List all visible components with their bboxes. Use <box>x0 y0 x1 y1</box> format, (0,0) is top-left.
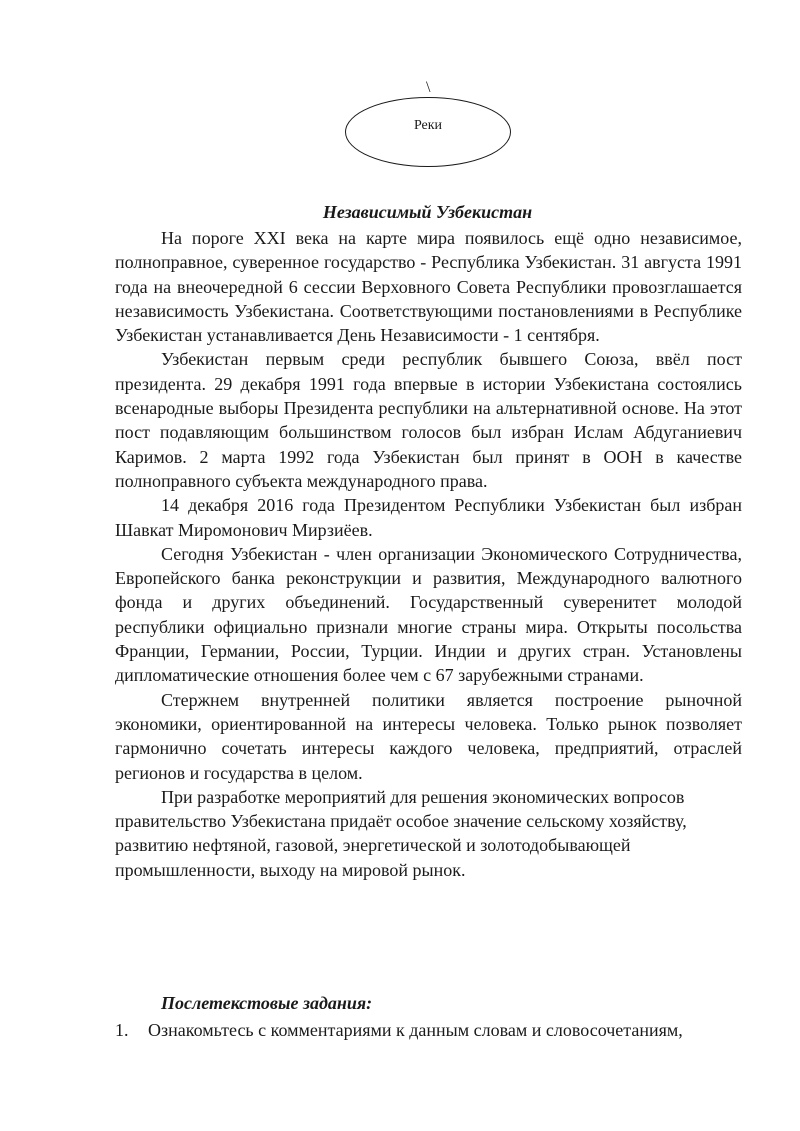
document-body <box>115 226 742 882</box>
diagram-connector-mark: \ <box>426 79 431 96</box>
task-item <box>115 1018 745 1042</box>
task-text: Ознакомьтесь с комментариями к данным словам и словосочетаниям, <box>148 1020 683 1040</box>
diagram-node-label: Реки <box>413 118 443 133</box>
diagram-oval-node <box>345 97 511 167</box>
paragraph-economy: При разработке мероприятий для решения экономических вопросов правительство Узбекистана придаёт особое значение сельскому хозяйству, развитию нефтяной, газовой, энергетической и золотодобывающей промышленности, выходу на мировой рынок. <box>115 786 687 880</box>
paragraph-president: Узбекистан первым среди республик бывшего Союза, ввёл пост президента. 29 декабря 1991 года впервые в истории Узбекистана состоялись всенародные выборы Президента республики на альтернативной основе. На этот пост подавляющим большинством голосов был избран Ислам Абдуганиевич Каримов. 2 марта 1992 года Узбекистан был принят в ООН в качестве полноправного субъекта международного права. <box>115 349 742 491</box>
document-title: Независимый Узбекистан <box>322 202 533 222</box>
tasks-heading: Послетекстовые задания: <box>161 993 373 1013</box>
paragraph-international: Сегодня Узбекистан - член организации Экономического Сотрудничества, Европейского банка реконструкции и развития, Международного валютного фонда и других объединений. Государственный суверенитет молодой республики официально признали многие страны мира. Открыты посольства Франции, Германии, России, Турции. Индии и других стран. Установлены дипломатические отношения более чем с 67 зарубежными странами. <box>115 543 742 686</box>
paragraph-mirziyoyev: 14 декабря 2016 года Президентом Республики Узбекистан был избран Шавкат Миромонович Мирзиёев. <box>115 495 742 540</box>
paragraph-independence: На пороге XXI века на карте мира появилось ещё одно независимое, полноправное, суверенное государство - Республика Узбекистан. 31 августа 1991 года на внеочередной 6 сессии Верховного Совета Республики провозглашается независимость Узбекистана. Соответствующими постановлениями в Республике Узбекистан устанавливается День Независимости - 1 сентября. <box>115 228 742 346</box>
task-number: 1. <box>115 1020 129 1040</box>
paragraph-domestic-policy: Стержнем внутренней политики является построение рыночной экономики, ориентированной на интересы человека. Только рынок позволяет гармонично сочетать интересы каждого человека, предприятий, отраслей регионов и государства в целом. <box>115 689 742 783</box>
